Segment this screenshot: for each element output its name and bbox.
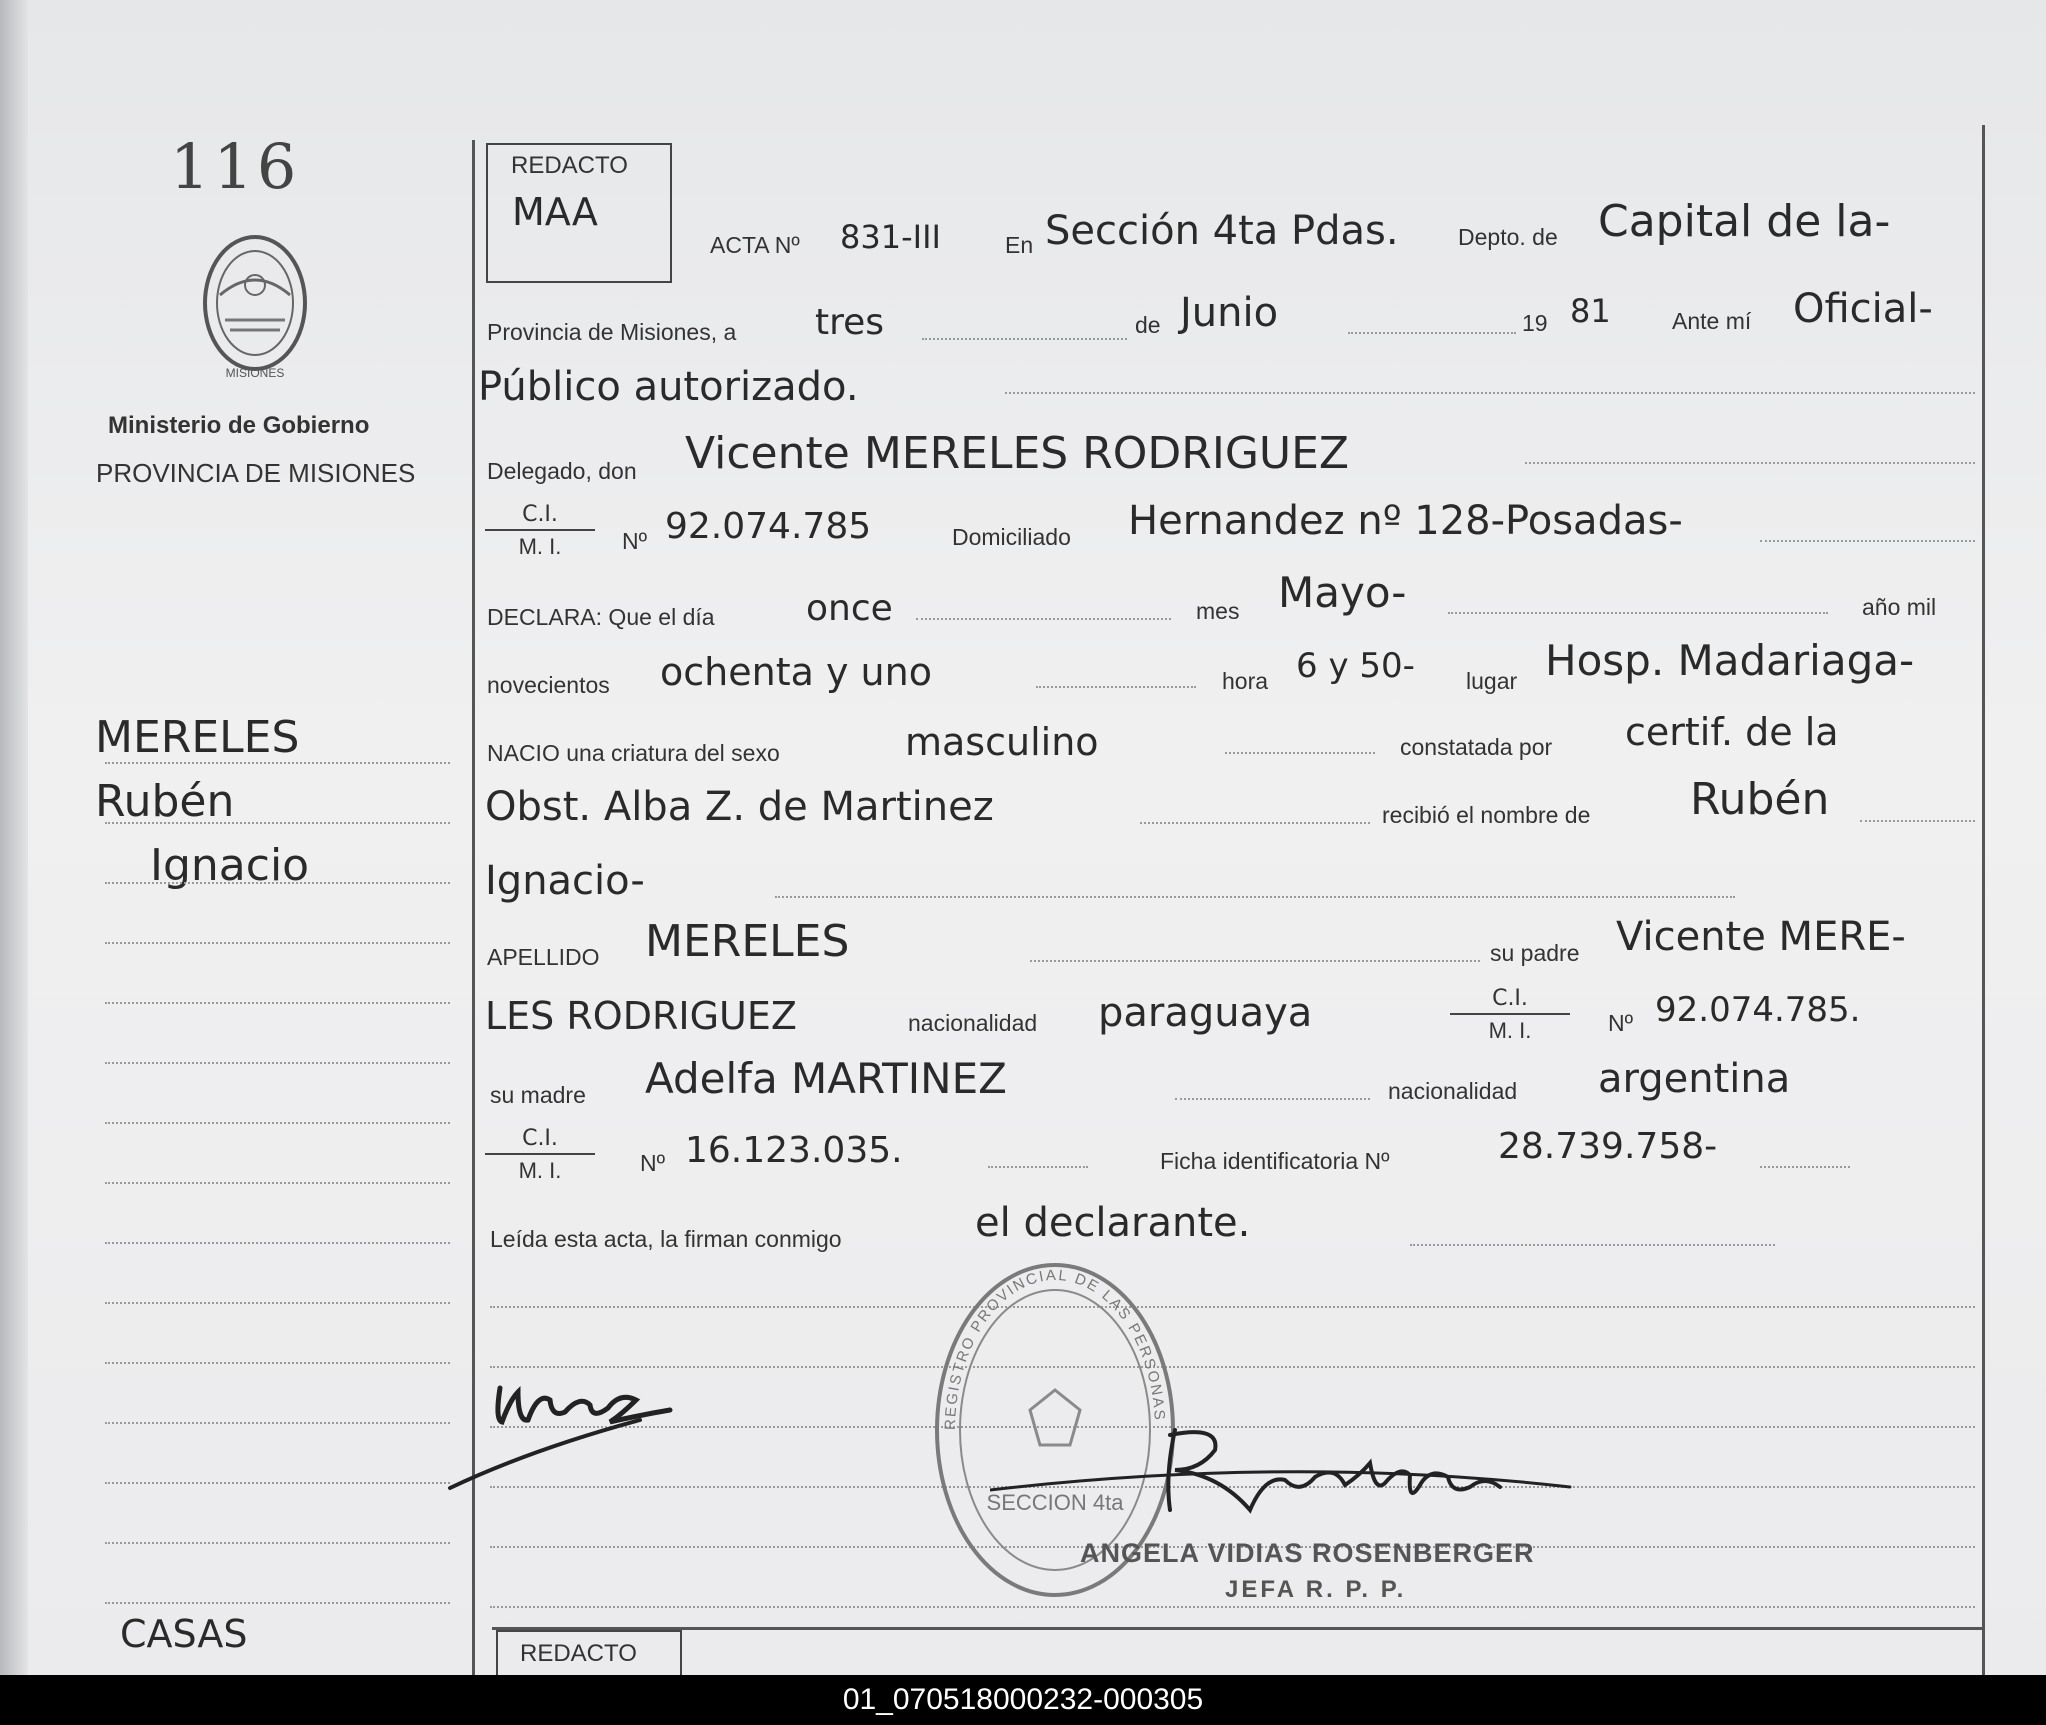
madre-label: su madre [490,1082,586,1108]
delegado-label: Delegado, don [487,458,637,484]
nro-label: Nº [622,528,648,554]
madre-doc-number: 16.123.035. [685,1130,903,1171]
constatada-label: constatada por [1400,734,1553,760]
padre-ci-label: C.I. [1450,986,1570,1015]
mes-nacimiento: Mayo- [1278,568,1407,617]
recibio-label: recibió el nombre de [1382,802,1591,828]
sexo-line [1225,752,1375,754]
delegado-doc-type [485,502,595,560]
nombre-line [1860,820,1975,822]
madre-line [1175,1098,1370,1100]
dia-nac-line [916,618,1171,620]
mes-value: Junio [1180,290,1279,336]
hora-value: 6 y 50- [1296,646,1415,686]
nombre-2-line [775,896,1735,898]
firmantes-line [1410,1244,1775,1246]
mes-line [1348,332,1516,334]
redacto-bottom-label: REDACTO [520,1640,637,1667]
stamp-center-text: SECCION 4ta [986,1490,1124,1515]
image-id-footer: 01_070518000232-000305 [0,1675,2046,1725]
ante-label: Ante mí [1672,308,1752,334]
constatada-line-1: certif. de la [1625,710,1839,754]
apellido-label: APELLIDO [487,944,600,970]
svg-text:REGISTRO PROVINCIAL DE LAS PER [942,1267,1168,1430]
margin-line [105,1122,450,1124]
dia-value: tres [815,302,885,343]
margin-line [105,942,450,944]
declara-label: DECLARA: Que el día [487,604,715,630]
official-title: JEFA R. P. P. [1225,1576,1407,1603]
madre-mi-label: M. I. [518,1158,562,1183]
padre-doc-type [1450,986,1570,1044]
madre-doc-line [988,1166,1088,1168]
margin-surname: MERELES [95,712,300,763]
signature-line [490,1366,1975,1368]
province-label: PROVINCIA DE MISIONES [96,458,416,488]
signature-line [490,1306,1975,1308]
depto-value: Capital de la- [1598,196,1891,247]
seccion-value: Sección 4ta Pdas. [1045,208,1399,254]
margin-line [105,1242,450,1244]
margin-first-name: Rubén [95,776,235,827]
margin-line [105,1182,450,1184]
domicilio-value: Hernandez nº 128-Posadas- [1128,498,1683,544]
ficha-label: Ficha identificatoria Nº [1160,1148,1390,1174]
firmantes-value: el declarante. [975,1200,1251,1246]
oficial-line-1: Oficial- [1793,286,1933,332]
ministry-label: Ministerio de Gobierno [108,412,370,439]
sexo-value: masculino [905,720,1099,764]
en-label: En [1005,232,1034,258]
lugar-label: lugar [1466,668,1518,694]
margin-line [105,1602,450,1604]
padre-nro-label: Nº [1608,1010,1634,1036]
padre-label: su padre [1490,940,1580,966]
ficha-line [1760,1166,1850,1168]
margin-line [105,1542,450,1544]
svg-text:MISIONES: MISIONES [225,366,285,380]
redacto-initials: MAA [512,190,598,234]
acta-number: 831-III [840,218,941,256]
nombre-line-2: Ignacio- [485,858,645,904]
constatada-line-2: Obst. Alba Z. de Martinez [485,784,994,830]
province-seal [190,225,320,385]
madre-value: Adelfa MARTINEZ [645,1054,1007,1103]
official-signature [990,1415,1580,1535]
constatada-line [1140,822,1370,824]
madre-nacionalidad: argentina [1598,1056,1791,1102]
margin-line [105,1482,450,1484]
padre-mi-label: M. I. [1488,1018,1532,1043]
oficial-line-2: Público autorizado. [478,364,859,410]
mes-nac-line [1448,612,1828,614]
padre-line-1: Vicente MERE- [1616,914,1906,960]
madre-doc-type [485,1126,595,1184]
padre-nacionalidad-label: nacionalidad [908,1010,1038,1036]
margin-line [105,762,450,764]
domicilio-label: Domiciliado [952,524,1071,550]
anio-nac-line [1036,686,1196,688]
dia-line [922,338,1127,340]
madre-nro-label: Nº [640,1150,666,1176]
margin-line [105,1422,450,1424]
signature-line [490,1606,1975,1608]
hora-label: hora [1222,668,1269,694]
bottom-rule [492,1627,1982,1630]
ficha-value: 28.739.758- [1498,1126,1718,1167]
folio-number: 116 [170,130,301,203]
margin-second-name: Ignacio [150,840,310,891]
margin-line [105,1062,450,1064]
leida-label: Leída esta acta, la firman conmigo [490,1226,842,1252]
apellido-line [1030,960,1480,962]
padre-doc-number: 92.074.785. [1655,990,1861,1030]
margin-line [105,1302,450,1304]
nacio-label: NACIO una criatura del sexo [487,740,780,766]
de-label: de [1135,312,1161,338]
padre-line-2: LES RODRIGUEZ [485,994,797,1038]
ci-label: C.I. [485,502,595,531]
apellido-value: MERELES [645,916,850,967]
redacto-label: REDACTO [511,152,628,179]
margin-line [105,822,450,824]
year-prefix: 19 [1522,310,1548,336]
oficial-line [1005,392,1975,394]
margin-line [105,1002,450,1004]
delegado-value: Vicente MERELES RODRIGUEZ [685,428,1350,479]
delegado-line [1525,462,1975,464]
madre-ci-label: C.I. [485,1126,595,1155]
provincia-label: Provincia de Misiones, a [487,319,737,345]
madre-nacionalidad-label: nacionalidad [1388,1078,1518,1104]
margin-bottom-name: CASAS [120,1612,248,1656]
depto-label: Depto. de [1458,224,1558,250]
acta-label: ACTA Nº [710,232,800,258]
mes-label: mes [1196,598,1240,624]
year-suffix: 81 [1570,292,1611,330]
delegado-doc-number: 92.074.785 [665,506,872,547]
anio-nacimiento: ochenta y uno [660,650,932,694]
domicilio-line [1760,540,1975,542]
mi-label: M. I. [518,534,562,559]
declarant-signature [440,1370,700,1500]
margin-line [105,1362,450,1364]
margin-line [105,882,450,884]
lugar-value: Hosp. Madariaga- [1545,636,1915,685]
dia-nacimiento: once [806,588,893,629]
form-right-border [1982,125,1985,1675]
padre-nacionalidad: paraguaya [1098,990,1313,1036]
nombre-line-1: Rubén [1690,774,1830,825]
stamp-ring-text: REGISTRO PROVINCIAL DE LAS PERSONAS [941,1266,1168,1431]
novecientos-label: novecientos [487,672,610,698]
anio-label: año mil [1862,594,1937,620]
official-name: ANGELA VIDIAS ROSENBERGER [1080,1538,1535,1568]
